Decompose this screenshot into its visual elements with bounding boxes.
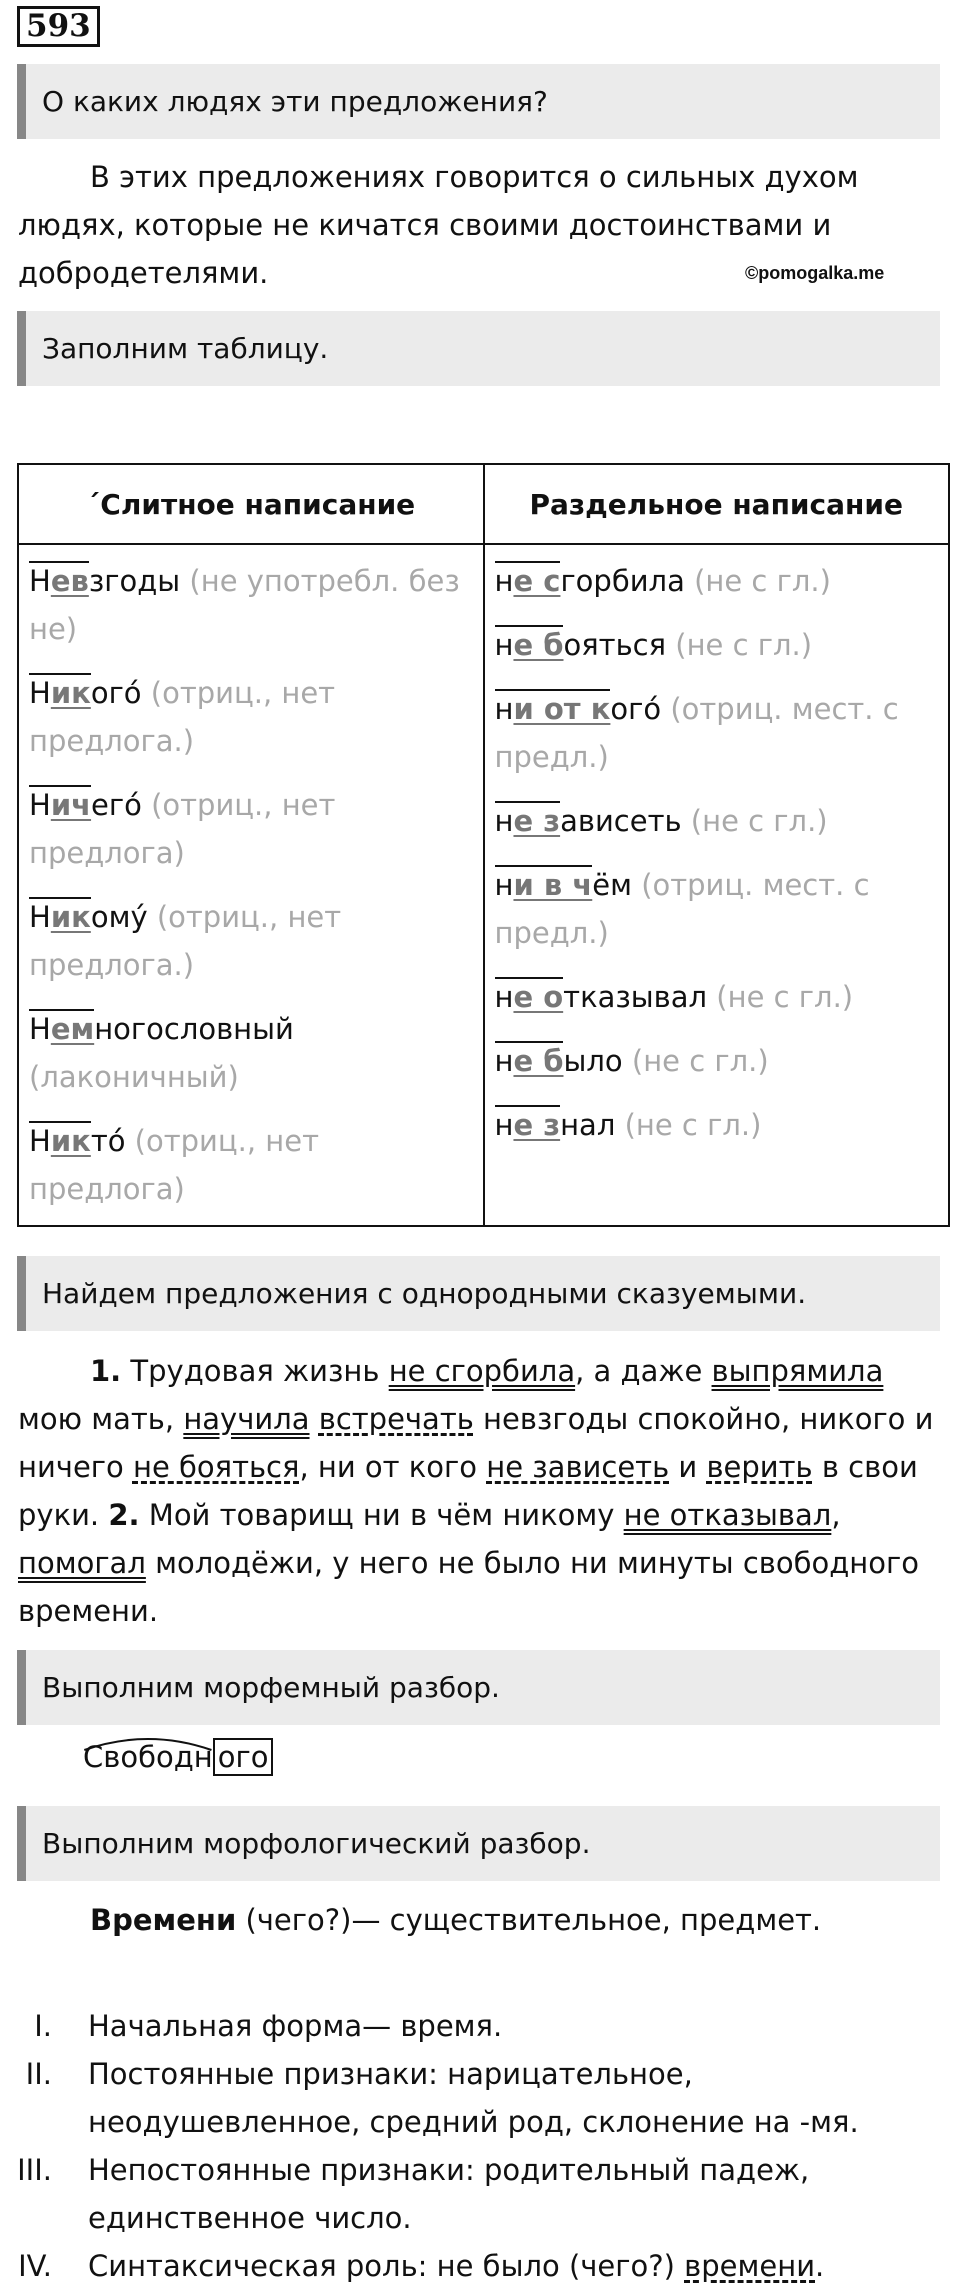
text: в свои руки. [18, 1450, 918, 1532]
sentences-heading: Найдем предложения с однородными сказуемыми. [17, 1256, 940, 1331]
spelling-table [17, 463, 950, 1227]
word-note: (не употребл. без не) [29, 564, 460, 646]
word-rest: ногословный [94, 1012, 294, 1046]
predicate: помогал [18, 1546, 146, 1580]
word-note: (не с гл.) [684, 564, 831, 598]
word-highlight: ев [50, 564, 89, 598]
morphology-heading: Выполним морфологический разбор. [17, 1806, 940, 1881]
morphology-list [0, 2002, 960, 2290]
table-word [29, 669, 473, 765]
item-text-underlined: времени [684, 2249, 816, 2283]
text: молодёжи, у него не было ни минуты свободного времени. [18, 1546, 919, 1628]
word-highlight: и от к [513, 692, 611, 726]
item-number: II. [25, 2057, 52, 2091]
word-start: Н [29, 788, 51, 822]
list-item [0, 2242, 960, 2290]
word-highlight: и в ч [513, 868, 593, 902]
predicate: не отказывал [623, 1498, 832, 1532]
list-item [0, 2146, 960, 2242]
word-highlight: е с [513, 564, 561, 598]
word-highlight: ик [50, 676, 91, 710]
word-note: (не с гл.) [681, 804, 828, 838]
word-prefix-mark [495, 689, 611, 727]
table-word [29, 781, 473, 877]
word-rest: згоды [88, 564, 181, 598]
part-of-speech: (чего?)— существительное, предмет. [236, 1903, 822, 1937]
item-number: III. [17, 2153, 52, 2187]
word-note: (отриц. мест. с предл.) [494, 692, 899, 774]
table-word [495, 685, 939, 781]
predicate: научила [183, 1402, 310, 1436]
table-word [29, 1005, 473, 1101]
word-start: н [494, 804, 514, 838]
word-prefix-mark [29, 1009, 94, 1047]
word-note: (не с гл.) [666, 628, 813, 662]
word-prefix-mark [29, 897, 91, 935]
table-word [29, 557, 473, 653]
table-word [495, 797, 939, 845]
object-verb: не зависеть [486, 1450, 670, 1484]
word-note: (отриц. мест. с предл.) [494, 868, 870, 950]
table-word [495, 861, 939, 957]
word-prefix-mark [495, 625, 564, 663]
word-highlight: е б [513, 1044, 564, 1078]
morpheme-ending: ого [213, 1738, 274, 1776]
word-start: н [494, 1044, 514, 1078]
word-highlight: е з [513, 1108, 561, 1142]
item-number: IV. [18, 2249, 52, 2283]
word-start: Н [29, 900, 51, 934]
root-text: Свободн [83, 1740, 213, 1774]
word-rest: ояться [563, 628, 667, 662]
word-rest: ависеть [560, 804, 682, 838]
word-note: (отриц., нет предлога) [29, 788, 336, 870]
object-verb: не бояться [132, 1450, 300, 1484]
text: , а даже [575, 1354, 712, 1388]
word-rest: ыло [563, 1044, 623, 1078]
item-text: Непостоянные признаки: родительный падеж, единственное число. [88, 2153, 810, 2235]
word-rest: его́ [91, 788, 142, 822]
word-start: н [494, 628, 514, 662]
table-word [495, 557, 939, 605]
word-highlight: е з [513, 804, 561, 838]
word-prefix-mark [495, 1105, 561, 1143]
word-prefix-mark [495, 1041, 564, 1079]
word-start: Н [29, 676, 51, 710]
table-word [495, 621, 939, 669]
word-note: (отриц., нет предлога) [29, 1124, 319, 1206]
column-header-separate: Раздельное написание [484, 464, 950, 544]
word-highlight: е о [513, 980, 564, 1014]
morpheme-heading: Выполним морфемный разбор. [17, 1650, 940, 1725]
item-text: Начальная форма— время. [88, 2009, 503, 2043]
predicate: выпрямила [711, 1354, 884, 1388]
word-start: Н [29, 564, 51, 598]
word-rest: ём [592, 868, 632, 902]
root-arc [83, 1732, 213, 1752]
word-start: н [494, 980, 514, 1014]
analysed-word: Времени [90, 1903, 237, 1937]
word-prefix-mark [495, 561, 561, 599]
sentence-number: 2. [108, 1498, 140, 1532]
word-prefix-mark [29, 785, 91, 823]
word-prefix-mark [29, 1121, 91, 1159]
question-heading: О каких людях эти предложения? [17, 64, 940, 139]
text: мою мать, [18, 1402, 184, 1436]
column-header-joint: ´Слитное написание [18, 464, 484, 544]
word-prefix-mark [495, 801, 561, 839]
word-note: (не с гл.) [622, 1044, 769, 1078]
item-text-post: . [815, 2249, 825, 2283]
word-rest: горбила [560, 564, 685, 598]
word-note: (лаконичный) [29, 1060, 239, 1094]
task-number: 593 [17, 6, 100, 47]
table-word [29, 1117, 473, 1213]
word-note: (отриц., нет предлога.) [29, 900, 342, 982]
word-highlight: е б [513, 628, 564, 662]
separate-column [484, 544, 950, 1226]
table-word [495, 973, 939, 1021]
text [310, 1402, 319, 1436]
word-highlight: ем [50, 1012, 95, 1046]
word-rest: нал [560, 1108, 616, 1142]
item-text [88, 2242, 948, 2290]
word-start: Н [29, 1124, 51, 1158]
item-text: Постоянные признаки: нарицательное, неодушевленное, средний род, склонение на -мя. [88, 2057, 859, 2139]
table-word [29, 893, 473, 989]
sentence-number: 1. [90, 1354, 122, 1388]
morphology-intro [18, 1896, 938, 1944]
watermark: ©pomogalka.me [745, 263, 885, 283]
item-number: I. [34, 2009, 52, 2043]
list-item [0, 2002, 960, 2050]
text: Мой товарищ ни в чём никому [139, 1498, 624, 1532]
word-prefix-mark [495, 977, 564, 1015]
joint-column [18, 544, 484, 1226]
text: , [831, 1498, 841, 1532]
word-prefix-mark [495, 865, 593, 903]
word-prefix-mark [29, 673, 91, 711]
word-highlight: ик [50, 900, 91, 934]
text: Трудовая жизнь [121, 1354, 389, 1388]
word-highlight: ик [50, 1124, 91, 1158]
sentences-paragraph [18, 1347, 938, 1635]
word-note: (не с гл.) [615, 1108, 762, 1142]
word-start: н [494, 692, 514, 726]
table-heading: Заполним таблицу. [17, 311, 940, 386]
word-rest: ого́ [610, 692, 662, 726]
word-rest: ому́ [90, 900, 148, 934]
text: и [669, 1450, 707, 1484]
text: , ни от кого [299, 1450, 487, 1484]
text: невзгоды спокойно, никого и ничего [18, 1402, 934, 1484]
word-rest: ого́ [90, 676, 142, 710]
table-word [495, 1037, 939, 1085]
morpheme-analysis [83, 1740, 273, 1774]
morpheme-root [83, 1740, 213, 1774]
word-prefix-mark [29, 561, 89, 599]
word-rest: то́ [90, 1124, 126, 1158]
object-verb: встречать [318, 1402, 474, 1436]
word-note: (не с гл.) [707, 980, 854, 1014]
object-verb: верить [706, 1450, 813, 1484]
word-start: н [494, 1108, 514, 1142]
word-rest: тказывал [563, 980, 708, 1014]
item-text-pre: Синтаксическая роль: не было (чего?) [88, 2249, 685, 2283]
table-word [495, 1101, 939, 1149]
word-start: н [494, 564, 514, 598]
word-start: Н [29, 1012, 51, 1046]
answer-text: В этих предложениях говорится о сильных духом людях, которые не кичатся своими достоинствами и добродетелями. [18, 160, 859, 290]
word-note: (отриц., нет предлога.) [29, 676, 336, 758]
list-item [0, 2050, 960, 2146]
word-highlight: ич [50, 788, 92, 822]
predicate: не сгорбила [388, 1354, 576, 1388]
word-start: н [494, 868, 514, 902]
